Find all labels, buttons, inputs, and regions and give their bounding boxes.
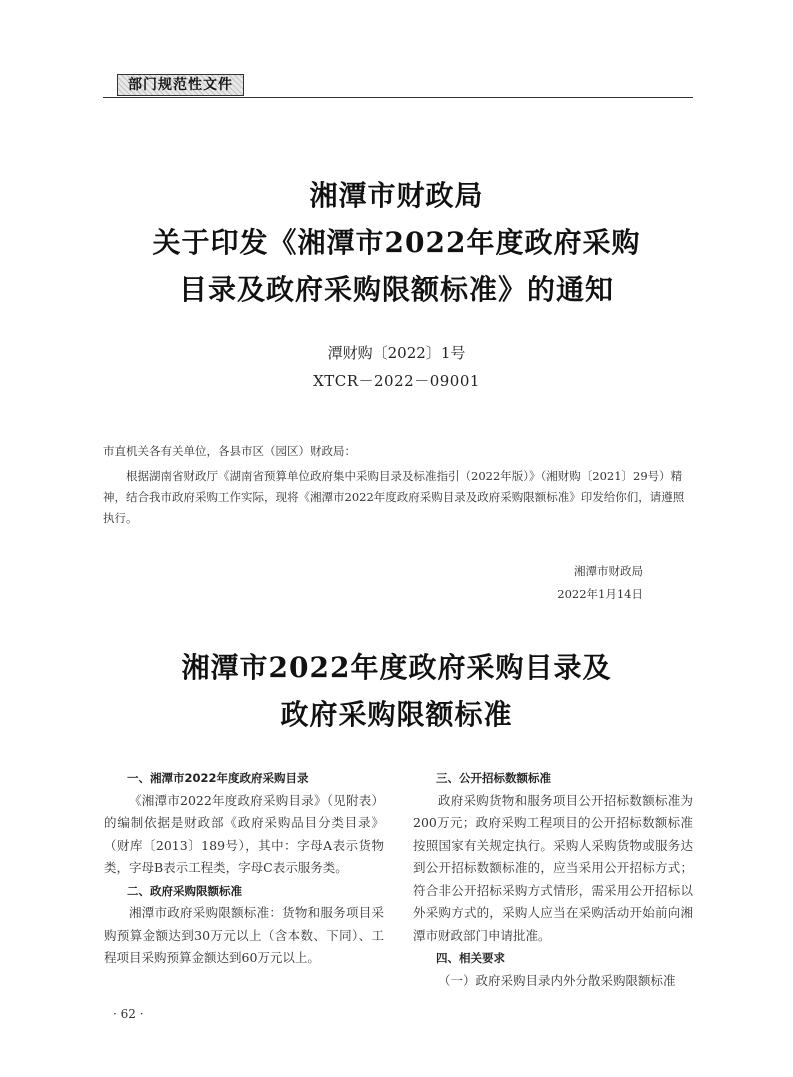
- attachment-title: [0, 644, 793, 738]
- header-divider: [103, 97, 693, 98]
- right-column: [413, 767, 693, 992]
- document-category-label: 部门规范性文件: [117, 74, 244, 96]
- attachment-title-line: 湘潭市2022年度政府采购目录及: [181, 651, 612, 684]
- section-paragraph: （一）政府采购目录内外分散采购限额标准: [438, 972, 676, 988]
- page-number: · 62 ·: [113, 1007, 144, 1021]
- section-paragraph: 湘潭市政府采购限额标准：货物和服务项目采购预算金额达到30万元以上（含本数、下同）、工程项目采购预算金额达到60万元以上。: [104, 905, 384, 965]
- attachment-title-line: 政府采购限额标准: [280, 698, 513, 731]
- section-heading: 一、湘潭市2022年度政府采购目录: [127, 771, 309, 785]
- section-heading: 二、政府采购限额标准: [127, 883, 242, 898]
- left-column: [104, 767, 384, 970]
- title-line: 湘潭市财政局: [309, 179, 484, 212]
- signer: 湘潭市财政局: [574, 564, 643, 578]
- section-paragraph: 《湘潭市2022年度政府采购目录》（见附表）的编制依据是财政部《政府采购品目分类目录》（财库〔2013〕189号），其中：字母A表示货物类，字母B表示工程类，字母C表示服务类。: [104, 792, 384, 875]
- document-code: XTCR－2022－09001: [313, 372, 480, 390]
- notice-addressee: 市直机关各有关单位，各县市区（园区）财政局：: [103, 444, 356, 458]
- section-paragraph: 政府采购货物和服务项目公开招标数额标准为200万元；政府采购工程项目的公开招标数额标准按照国家有关规定执行。采购人采购货物或服务达到公开招标数额标准的，应当采用公开招标方式；符合非公开招标采购方式情形，需采用公开招标以外采购方式的，采购人应当在采购活动开始前向湘潭市财政部门申请批准。: [413, 792, 693, 943]
- title-line: 关于印发《湘潭市2022年度政府采购: [152, 226, 641, 259]
- sign-date: 2022年1月14日: [557, 587, 643, 601]
- title-line: 目录及政府采购限额标准》的通知: [178, 273, 614, 306]
- section-heading: 三、公开招标数额标准: [436, 771, 551, 785]
- notice-body: 根据湖南省财政厅《湖南省预算单位政府集中采购目录及标准指引（2022年版）》（湘财购〔2021〕29号）精神，结合我市政府采购工作实际，现将《湘潭市2022年度政府采购目录及政府采购限额标准》印发给你们，请遵照执行。: [103, 469, 685, 525]
- notice-title: [0, 172, 793, 313]
- section-heading: 四、相关要求: [436, 951, 505, 965]
- document-number: 潭财购〔2022〕1号: [327, 344, 466, 362]
